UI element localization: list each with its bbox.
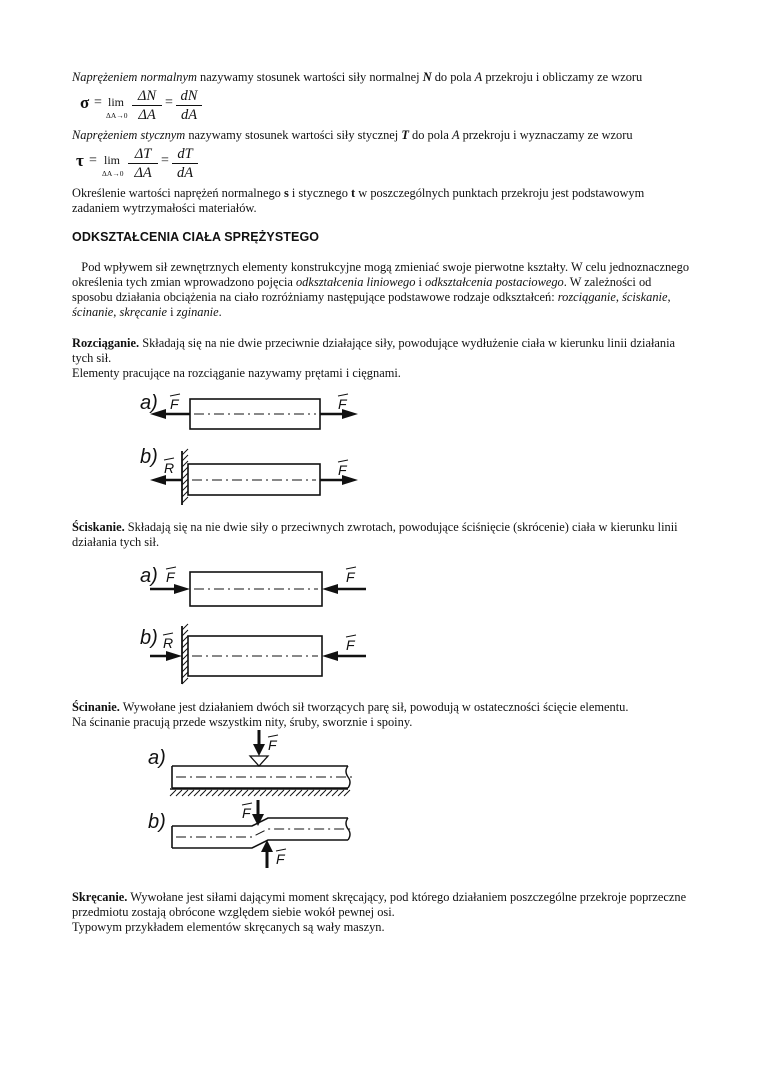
reaction-label: R (164, 460, 175, 476)
compression-diagram-b (140, 624, 366, 684)
compression-figure (0, 560, 760, 685)
limit-operator: lim (108, 95, 125, 109)
arrow-left-icon-4 (322, 651, 338, 661)
kind-bending: zginanie (176, 305, 219, 319)
shearing-paragraph-2: Na ścinanie pracują przede wszystkim nity, śruby, sworznie i spoiny. (72, 715, 413, 729)
fraction-denominator-3: ΔA (134, 165, 152, 181)
fraction-derivative (176, 88, 202, 123)
tension-diagram-a (140, 392, 358, 429)
limit-subscript-2: ΔA→0 (102, 169, 124, 178)
force-label-7: F (268, 737, 277, 753)
fraction-numerator-2: dN (180, 88, 198, 104)
separator: , (615, 290, 623, 304)
shearing-diagram-b (148, 800, 352, 868)
term-linear-strain: odkształcenia liniowego (295, 275, 416, 289)
shear-stress-term: Naprężeniem stycznym (72, 128, 186, 142)
fraction-numerator: ΔN (137, 88, 157, 104)
tau-symbol: τ (76, 151, 84, 170)
equals-sign-3: = (89, 153, 97, 168)
shear-stress-text: nazywamy stosunek wartości siły stycznej (185, 128, 402, 142)
label-b: b) (140, 446, 158, 468)
fraction-numerator-4: dT (177, 146, 193, 162)
label-a-2: a) (140, 565, 158, 587)
fraction-bar-3 (128, 163, 158, 164)
intro-text-3: . W zależności od sposobu działania obciążenia na ciało rozróżniamy następujące podstawowe rodzaje odkształceń: (72, 275, 655, 304)
shearing-paragraph (72, 700, 692, 715)
beam-bottom-sheared (172, 840, 348, 848)
kind-tension: rozciąganie (557, 290, 616, 304)
torsion-paragraph (72, 890, 692, 920)
compression-title: Ściskanie. (72, 520, 125, 534)
symbol-t: T (401, 128, 409, 142)
shearing-figure (0, 728, 760, 878)
ground-hatch (170, 790, 350, 796)
force-label-5: F (346, 569, 355, 585)
tension-figure (0, 385, 760, 505)
fraction-denominator: ΔA (138, 107, 156, 123)
label-a-3: a) (148, 747, 166, 769)
equals-sign-4: = (161, 153, 169, 168)
label-a: a) (140, 392, 158, 414)
shearing-text: Wywołane jest działaniem dwóch sił tworzących parę sił, powodują w ostateczności ścięcie elementu. (119, 700, 629, 714)
force-label-9: F (276, 851, 285, 867)
intro-text: Pod wpływem sił zewnętrznych elementy konstrukcyjne mogą zmieniać swoje pierwotne kształty. W celu jednoznacznego określenia tych zmian wprowadzono pojęcia (72, 260, 693, 289)
shear-stress-text-3: przekroju i wyznaczamy ze wzoru (459, 128, 633, 142)
sigma-symbol: σ (80, 93, 90, 112)
intro-paragraph (72, 260, 692, 320)
force-label-8: F (242, 805, 251, 821)
arrow-left-icon-2 (150, 475, 166, 485)
definition-text-3: w poszczególnych punktach przekroju jest podstawowym zadaniem wytrzymałości materiałów. (72, 186, 645, 215)
equals-sign: = (94, 95, 102, 110)
arrow-left-icon-3 (322, 584, 338, 594)
shear-stress-text-2: do pola (408, 128, 452, 142)
compression-text: Składają się na nie dwie siły o przeciwnych zwrotach, powodujące ściśnięcie (skrócenie) ciała w kierunku linii działania tych sił. (72, 520, 678, 549)
symbol-t-bold: t (351, 186, 356, 200)
symbol-area-2: A (451, 128, 460, 142)
definition-text-2: i stycznego (288, 186, 352, 200)
break-line (346, 766, 350, 788)
section-heading: ODKSZTAŁCENIA CIAŁA SPRĘŻYSTEGO (72, 230, 320, 244)
force-label-3: F (338, 462, 347, 478)
shear-stress-paragraph (72, 128, 692, 143)
label-b-2: b) (140, 627, 158, 649)
tension-paragraph-2: Elementy pracujące na rozciąganie nazywamy prętami i cięgnami. (72, 366, 401, 380)
symbol-n: N (422, 70, 432, 84)
support-knife-icon (250, 756, 268, 766)
arrow-down-icon (253, 744, 265, 756)
definition-paragraph (72, 186, 692, 216)
arrow-down-icon-2 (252, 814, 264, 826)
compression-paragraph (72, 520, 692, 550)
intro-end: . (218, 305, 222, 319)
kind-compression: ściskanie (622, 290, 668, 304)
force-label-6: F (346, 637, 355, 653)
arrow-right-icon-3 (174, 584, 190, 594)
definition-text: Określenie wartości naprężeń normalnego (72, 186, 284, 200)
reaction-label-2: R (163, 635, 174, 651)
force-label: F (170, 396, 179, 412)
shearing-diagram-a (148, 730, 352, 796)
limit-subscript: ΔA→0 (106, 111, 128, 120)
fraction-delta-2 (128, 146, 158, 181)
kind-shearing: ścinanie (72, 305, 114, 319)
tension-diagram-b (140, 446, 358, 505)
torsion-title: Skręcanie. (72, 890, 128, 904)
arrow-right-icon-4 (166, 651, 182, 661)
fraction-derivative-2 (172, 146, 198, 181)
fraction-bar (132, 105, 162, 106)
separator-2: , (667, 290, 674, 304)
normal-stress-text: nazywamy stosunek wartości siły normalnej (196, 70, 423, 84)
tension-text: Składają się na nie dwie przeciwnie działające siły, powodujące wydłużenie ciała w kierunku linii działania tych sił. (72, 336, 676, 365)
intro-text-2: i (415, 275, 426, 289)
fraction-denominator-2: dA (180, 107, 198, 123)
term-shear-strain: odkształcenia postaciowego (425, 275, 564, 289)
kind-torsion: skręcanie (119, 305, 167, 319)
normal-stress-text-2: do pola (431, 70, 475, 84)
axis-line-6 (176, 829, 352, 837)
label-b-3: b) (148, 811, 166, 833)
fraction-numerator-3: ΔT (134, 146, 152, 162)
fraction-delta (132, 88, 162, 123)
tension-paragraph (72, 336, 692, 366)
normal-stress-term: Naprężeniem normalnym (72, 70, 197, 84)
intro-text-4: i (166, 305, 177, 319)
symbol-area: A (474, 70, 483, 84)
separator-3: , (113, 305, 120, 319)
equals-sign-2: = (165, 95, 173, 110)
torsion-paragraph-2: Typowym przykładem elementów skręcanych są wały maszyn. (72, 920, 385, 934)
compression-diagram-a (140, 565, 366, 606)
fraction-denominator-4: dA (176, 165, 194, 181)
normal-stress-text-3: przekroju i obliczamy ze wzoru (482, 70, 643, 84)
force-label-2: F (338, 396, 347, 412)
shearing-title: Ścinanie. (72, 700, 120, 714)
fraction-bar-4 (172, 163, 198, 164)
symbol-s: s (283, 186, 289, 200)
torsion-text: Wywołane jest siłami dającymi moment skręcający, pod którego działaniem poszczególne przekroje poprzeczne przedmiotu zostają obrócone względem siebie wokół pewnej osi. (72, 890, 687, 919)
limit-operator-2: lim (104, 153, 121, 167)
force-label-4: F (166, 569, 175, 585)
fraction-bar-2 (176, 105, 202, 106)
normal-stress-paragraph (72, 70, 692, 85)
tension-title: Rozciąganie. (72, 336, 140, 350)
